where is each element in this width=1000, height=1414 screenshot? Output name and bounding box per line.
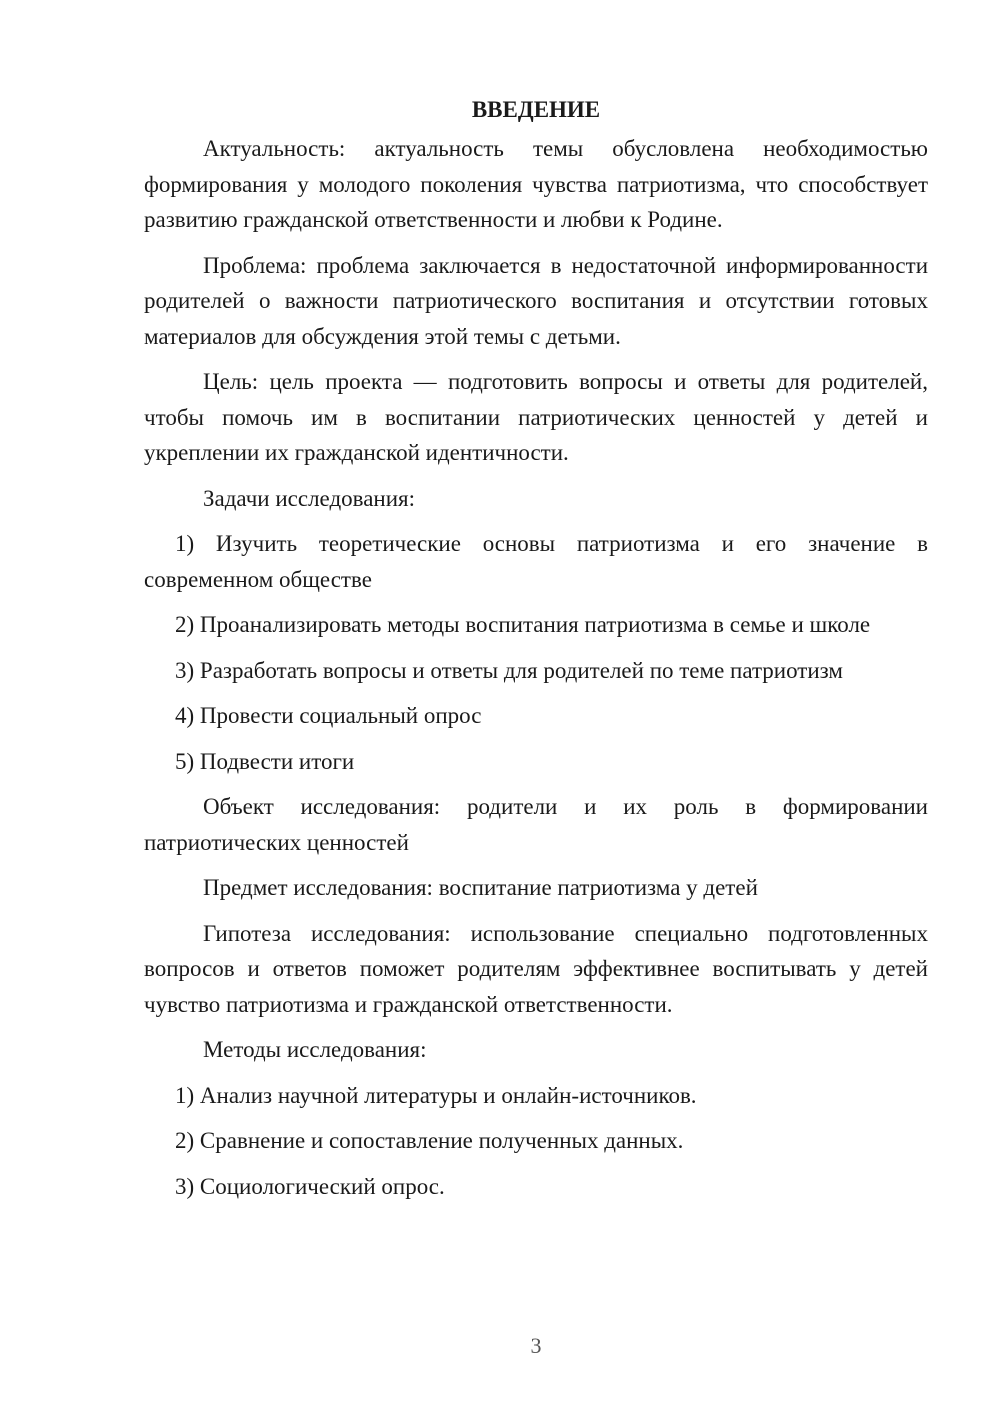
task-item: 3) Разработать вопросы и ответы для родителей по теме патриотизм	[175, 657, 843, 683]
hypothesis-paragraph: Гипотеза исследования: использование специально подготовленных вопросов и ответов поможет родителям эффективнее воспитывать у детей чувство патриотизма и гражданской ответственности.	[144, 920, 928, 1017]
methods-title: Методы исследования:	[203, 1037, 427, 1062]
object-paragraph: Объект исследования: родители и их роль в формировании патриотических ценностей	[144, 794, 928, 855]
page-number: 3	[530, 1333, 542, 1358]
tasks-title: Задачи исследования:	[203, 485, 416, 511]
task-item: 2) Проанализировать методы воспитания патриотизма в семье и школе	[175, 612, 871, 637]
task-item: 5) Подвести итоги	[175, 748, 355, 774]
method-item: 3) Социологический опрос.	[175, 1173, 445, 1199]
method-item: 1) Анализ научной литературы и онлайн-источников.	[175, 1082, 697, 1108]
section-heading: ВВЕДЕНИЕ	[471, 97, 601, 122]
problem-paragraph: Проблема: проблема заключается в недостаточной информированности родителей о важности патриотического воспитания и отсутствии готовых материалов для обсуждения этой темы с детьми.	[144, 252, 928, 349]
relevance-paragraph: Актуальность: актуальность темы обусловлена необходимостью формирования у молодого поколения чувства патриотизма, что способствует развитию гражданской ответственности и любви к Родине.	[144, 136, 928, 232]
subject-paragraph: Предмет исследования: воспитание патриотизма у детей	[203, 875, 758, 900]
goal-paragraph: Цель: цель проекта — подготовить вопросы и ответы для родителей, чтобы помочь им в воспитании патриотических ценностей у детей и укреплении их гражданской идентичности.	[144, 369, 928, 465]
method-item: 2) Сравнение и сопоставление полученных данных.	[175, 1128, 684, 1153]
task-item: 4) Провести социальный опрос	[175, 703, 482, 728]
page-content	[144, 92, 928, 1214]
task-item: 1) Изучить теоретические основы патриотизма и его значение в современном обществе	[144, 531, 928, 592]
